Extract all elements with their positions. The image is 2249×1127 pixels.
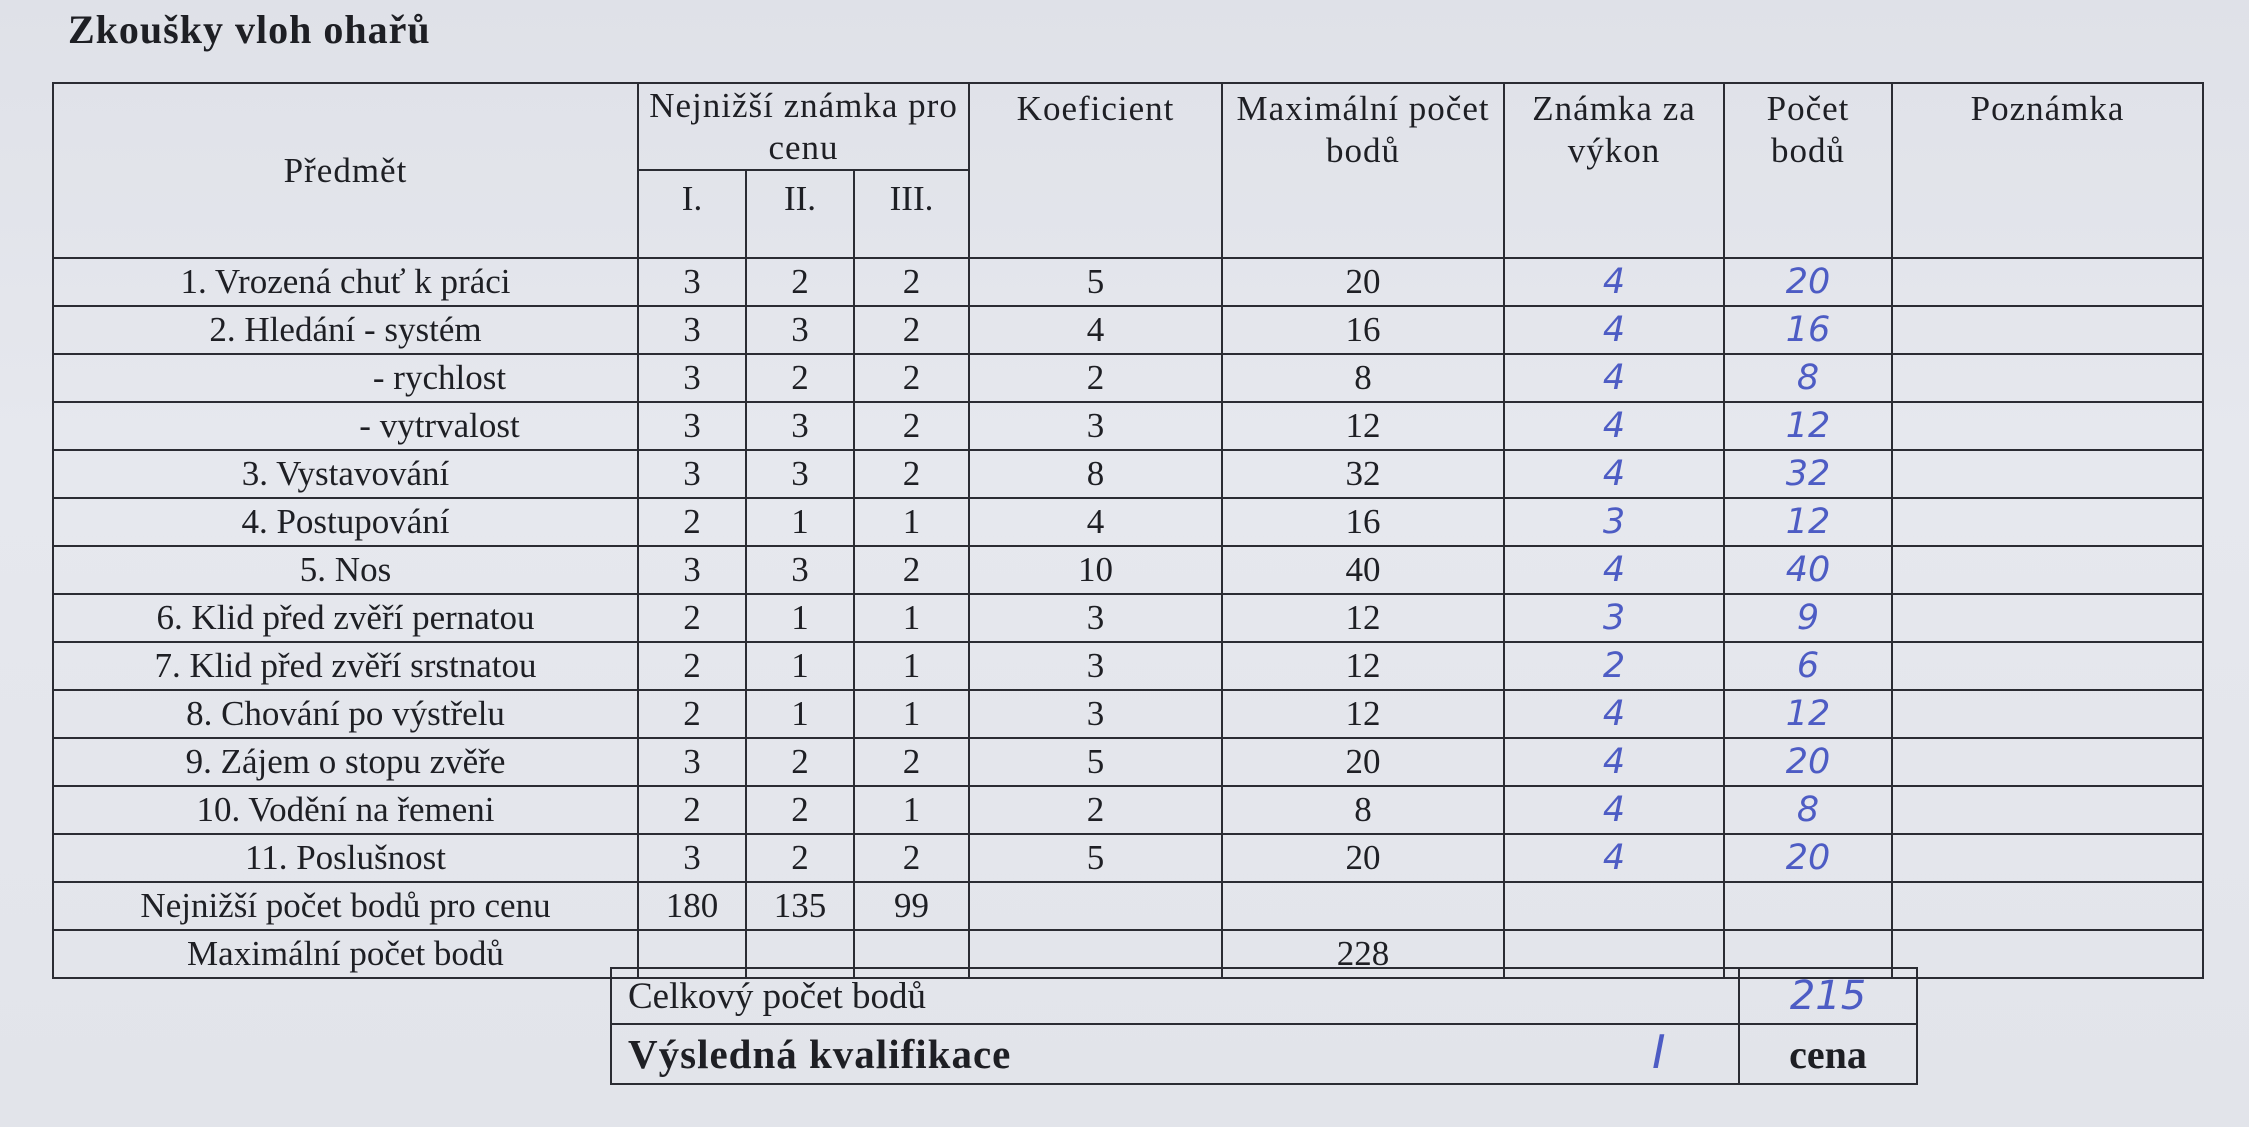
grade-cell: 4: [1504, 354, 1724, 402]
note-cell: [1892, 450, 2203, 498]
points-cell: 20: [1724, 738, 1892, 786]
prize-2-cell: 2: [746, 354, 854, 402]
table-row: [53, 306, 2203, 354]
prize-2-cell: 2: [746, 834, 854, 882]
table-row: [53, 354, 2203, 402]
points-cell: 40: [1724, 546, 1892, 594]
table-row: [53, 594, 2203, 642]
prize-2-cell: 1: [746, 690, 854, 738]
header-coefficient: Koeficient: [969, 83, 1222, 258]
prize-1-cell: 3: [638, 738, 746, 786]
prize-3-cell: 1: [854, 498, 969, 546]
points-cell: 6: [1724, 642, 1892, 690]
max-points-cell: 40: [1222, 546, 1504, 594]
subject-cell: 5. Nos: [53, 546, 638, 594]
header-note: Poznámka: [1892, 83, 2203, 258]
result-value: I: [1652, 1025, 1667, 1079]
note-cell: [1892, 258, 2203, 306]
prize-1-cell: 2: [638, 690, 746, 738]
max-points-cell: 12: [1222, 690, 1504, 738]
grade-cell: 4: [1504, 786, 1724, 834]
subject-cell: 9. Zájem o stopu zvěře: [53, 738, 638, 786]
grade-cell: 4: [1504, 546, 1724, 594]
grade-cell: 4: [1504, 306, 1724, 354]
note-cell: [1892, 594, 2203, 642]
prize-2-cell: 2: [746, 738, 854, 786]
prize-1-cell: 3: [638, 834, 746, 882]
grade-cell: 4: [1504, 690, 1724, 738]
header-grade: Známka za výkon: [1504, 83, 1724, 258]
prize-3-cell: 2: [854, 834, 969, 882]
points-cell: 12: [1724, 690, 1892, 738]
table-row: [53, 546, 2203, 594]
prize-1-cell: 2: [638, 642, 746, 690]
prize-2-cell: 3: [746, 402, 854, 450]
prize-2-cell: 3: [746, 546, 854, 594]
points-cell: 16: [1724, 306, 1892, 354]
points-cell: 20: [1724, 834, 1892, 882]
page-title: Zkoušky vloh ohařů: [68, 7, 431, 52]
grade-cell: 4: [1504, 450, 1724, 498]
note-cell: [1892, 354, 2203, 402]
total-label: Celkový počet bodů: [611, 968, 1739, 1024]
points-cell: 20: [1724, 258, 1892, 306]
header-prize-1: I.: [638, 170, 746, 258]
results-table: [52, 82, 2204, 979]
prize-3-cell: 1: [854, 594, 969, 642]
prize-2-cell: 2: [746, 258, 854, 306]
note-cell: [1892, 834, 2203, 882]
prize-2-cell: 1: [746, 498, 854, 546]
grade-cell: 4: [1504, 834, 1724, 882]
subject-cell: 11. Poslušnost: [53, 834, 638, 882]
points-cell: 32: [1724, 450, 1892, 498]
max-points-cell: 20: [1222, 834, 1504, 882]
max-points-cell: 12: [1222, 642, 1504, 690]
prize-1-cell: 3: [638, 354, 746, 402]
coefficient-cell: 3: [969, 402, 1222, 450]
coefficient-cell: 5: [969, 738, 1222, 786]
prize-3-cell: 2: [854, 546, 969, 594]
coefficient-cell: 3: [969, 594, 1222, 642]
min-points-1: 180: [638, 882, 746, 930]
prize-3-cell: 2: [854, 354, 969, 402]
subject-cell: 1. Vrozená chuť k práci: [53, 258, 638, 306]
subject-cell: 6. Klid před zvěří pernatou: [53, 594, 638, 642]
prize-1-cell: 3: [638, 306, 746, 354]
note-cell: [1892, 306, 2203, 354]
points-cell: 12: [1724, 402, 1892, 450]
max-points-cell: 16: [1222, 498, 1504, 546]
prize-1-cell: 3: [638, 450, 746, 498]
empty-cell: [1504, 882, 1724, 930]
empty-cell: [1724, 882, 1892, 930]
table-row: [53, 258, 2203, 306]
result-label: [611, 1024, 1739, 1084]
grade-cell: 4: [1504, 738, 1724, 786]
table-row: [53, 450, 2203, 498]
prize-2-cell: 1: [746, 642, 854, 690]
prize-2-cell: 3: [746, 306, 854, 354]
note-cell: [1892, 690, 2203, 738]
coefficient-cell: 5: [969, 834, 1222, 882]
prize-3-cell: 2: [854, 738, 969, 786]
coefficient-cell: 3: [969, 690, 1222, 738]
header-points: Počet bodů: [1724, 83, 1892, 258]
prize-3-cell: 2: [854, 258, 969, 306]
table-row: [53, 690, 2203, 738]
max-points-cell: 16: [1222, 306, 1504, 354]
min-points-label: Nejnižší počet bodů pro cenu: [53, 882, 638, 930]
subject-cell: - rychlost: [53, 354, 638, 402]
max-points-cell: 32: [1222, 450, 1504, 498]
coefficient-cell: 3: [969, 642, 1222, 690]
prize-3-cell: 2: [854, 402, 969, 450]
subject-cell: 4. Postupování: [53, 498, 638, 546]
table-row: [53, 498, 2203, 546]
min-points-2: 135: [746, 882, 854, 930]
points-cell: 8: [1724, 786, 1892, 834]
grade-cell: 3: [1504, 594, 1724, 642]
note-cell: [1892, 738, 2203, 786]
result-label-text: Výsledná kvalifikace: [628, 1031, 1012, 1077]
prize-3-cell: 1: [854, 642, 969, 690]
summary-table: [610, 967, 1918, 1085]
max-total-label: Maximální počet bodů: [53, 930, 638, 978]
coefficient-cell: 4: [969, 498, 1222, 546]
header-prize-2: II.: [746, 170, 854, 258]
header-max-points: Maximální počet bodů: [1222, 83, 1504, 258]
note-cell: [1892, 498, 2203, 546]
table-row: [53, 738, 2203, 786]
min-points-3: 99: [854, 882, 969, 930]
coefficient-cell: 10: [969, 546, 1222, 594]
prize-2-cell: 2: [746, 786, 854, 834]
header-prize-3: III.: [854, 170, 969, 258]
table-row: [53, 834, 2203, 882]
coefficient-cell: 2: [969, 354, 1222, 402]
total-value: 215: [1739, 968, 1917, 1024]
note-cell: [1892, 642, 2203, 690]
prize-2-cell: 1: [746, 594, 854, 642]
note-cell: [1892, 546, 2203, 594]
prize-1-cell: 2: [638, 498, 746, 546]
table-row: [53, 786, 2203, 834]
subject-cell: 10. Vodění na řemeni: [53, 786, 638, 834]
subject-cell: 2. Hledání - systém: [53, 306, 638, 354]
prize-3-cell: 1: [854, 690, 969, 738]
points-cell: 8: [1724, 354, 1892, 402]
subject-cell: 8. Chování po výstřelu: [53, 690, 638, 738]
prize-1-cell: 3: [638, 546, 746, 594]
prize-1-cell: 2: [638, 594, 746, 642]
prize-1-cell: 3: [638, 258, 746, 306]
prize-3-cell: 2: [854, 450, 969, 498]
max-points-cell: 20: [1222, 258, 1504, 306]
empty-cell: [1892, 930, 2203, 978]
prize-3-cell: 1: [854, 786, 969, 834]
subject-cell: - vytrvalost: [53, 402, 638, 450]
max-total-value: 228: [1222, 930, 1504, 978]
coefficient-cell: 4: [969, 306, 1222, 354]
prize-3-cell: 2: [854, 306, 969, 354]
max-points-cell: 12: [1222, 402, 1504, 450]
empty-cell: [1222, 882, 1504, 930]
empty-cell: [969, 882, 1222, 930]
prize-1-cell: 2: [638, 786, 746, 834]
grade-cell: 3: [1504, 498, 1724, 546]
empty-cell: [1892, 882, 2203, 930]
grade-cell: 2: [1504, 642, 1724, 690]
header-min-grade: Nejnižší známka pro cenu: [638, 83, 969, 170]
coefficient-cell: 8: [969, 450, 1222, 498]
max-points-cell: 12: [1222, 594, 1504, 642]
prize-2-cell: 3: [746, 450, 854, 498]
result-suffix: cena: [1739, 1024, 1917, 1084]
prize-1-cell: 3: [638, 402, 746, 450]
grade-cell: 4: [1504, 258, 1724, 306]
note-cell: [1892, 786, 2203, 834]
header-subject: Předmět: [53, 83, 638, 258]
table-row: [53, 402, 2203, 450]
max-points-cell: 8: [1222, 354, 1504, 402]
subject-cell: 3. Vystavování: [53, 450, 638, 498]
note-cell: [1892, 402, 2203, 450]
points-cell: 9: [1724, 594, 1892, 642]
max-points-cell: 8: [1222, 786, 1504, 834]
points-cell: 12: [1724, 498, 1892, 546]
subject-cell: 7. Klid před zvěří srstnatou: [53, 642, 638, 690]
table-row: [53, 642, 2203, 690]
grade-cell: 4: [1504, 402, 1724, 450]
coefficient-cell: 5: [969, 258, 1222, 306]
coefficient-cell: 2: [969, 786, 1222, 834]
max-points-cell: 20: [1222, 738, 1504, 786]
